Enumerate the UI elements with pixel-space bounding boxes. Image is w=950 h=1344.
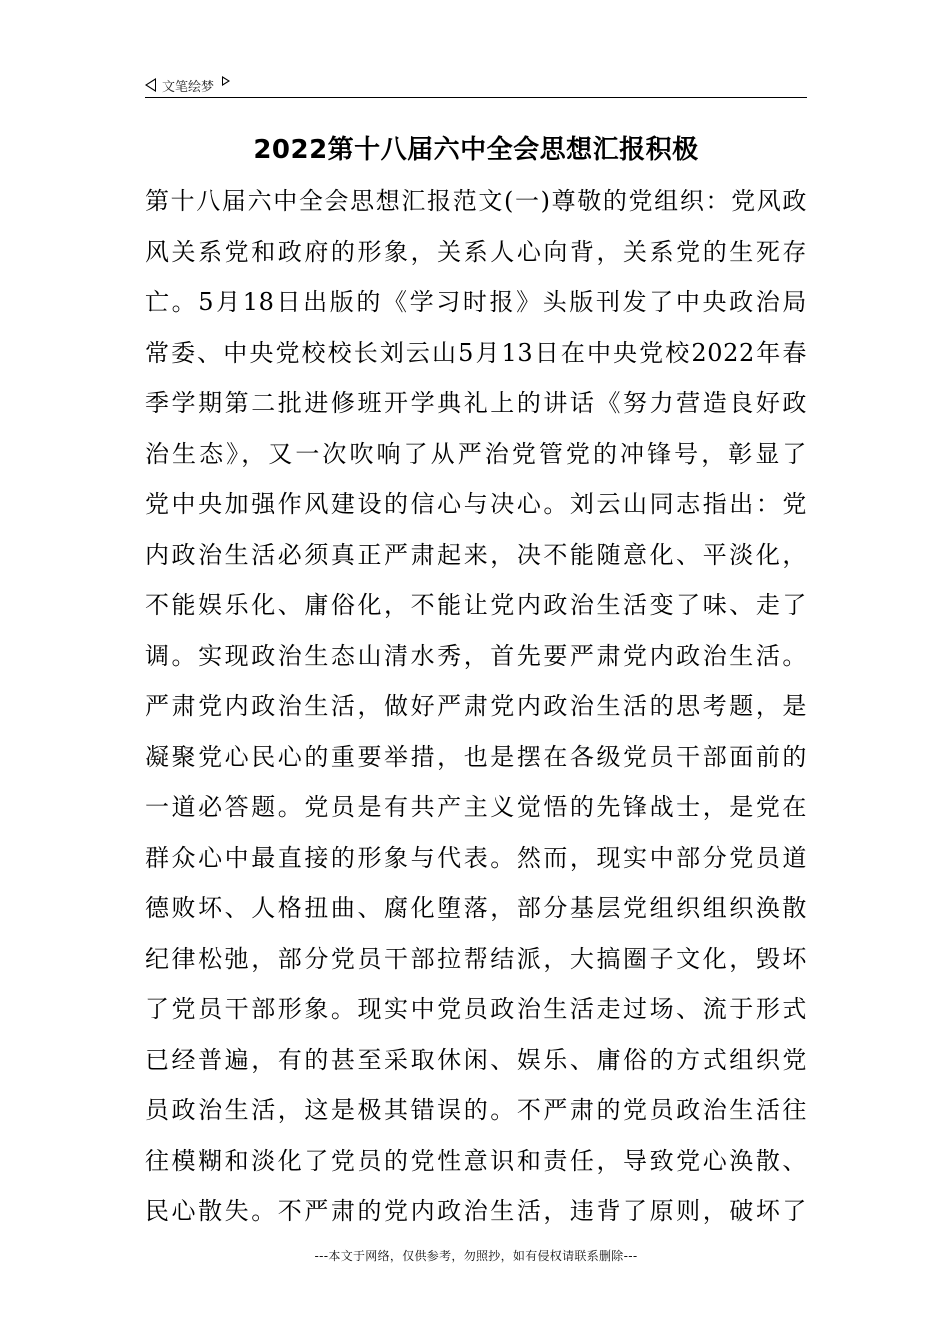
body-line: 内政治生活必须真正严肃起来，决不能随意化、平淡化， xyxy=(145,540,807,569)
document-title: 2022第十八届六中全会思想汇报积极 xyxy=(253,135,699,165)
body-line: 一道必答题。党员是有共产主义觉悟的先锋战士，是党在 xyxy=(145,793,807,821)
body-line: 调。实现政治生态山清水秀，首先要严肃党内政治生活。 xyxy=(145,641,807,670)
right-triangle-icon xyxy=(222,76,230,86)
body-line: 亡。5月18日出版的《学习时报》头版刊发了中央政治局 xyxy=(145,288,807,316)
body-line: 严肃党内政治生活，做好严肃党内政治生活的思考题，是 xyxy=(145,692,807,720)
body-line: 凝聚党心民心的重要举措，也是摆在各级党员干部面前的 xyxy=(145,742,807,771)
body-line: 群众心中最直接的形象与代表。然而，现实中部分党员道 xyxy=(145,843,807,872)
body-line: 党中央加强作风建设的信心与决心。刘云山同志指出：党 xyxy=(145,490,807,518)
body-line: 治生态》，又一次吹响了从严治党管党的冲锋号，彰显了 xyxy=(145,439,807,468)
body-line: 员政治生活，这是极其错误的。不严肃的党员政治生活往 xyxy=(145,1096,807,1124)
footer-disclaimer: ---本文于网络，仅供参考，勿照抄，如有侵权请联系删除--- xyxy=(314,1249,638,1263)
header-divider xyxy=(145,97,807,98)
document-body xyxy=(145,176,807,1237)
page-header xyxy=(145,74,807,96)
body-line: 纪律松弛，部分党员干部拉帮结派，大搞圈子文化，毁坏 xyxy=(145,944,807,973)
body-line: 第十八届六中全会思想汇报范文(一)尊敬的党组织：党风政 xyxy=(145,187,807,215)
body-line: 德败坏、人格扭曲、腐化堕落，部分基层党组织组织涣散 xyxy=(145,894,807,922)
body-line: 已经普遍，有的甚至采取休闲、娱乐、庸俗的方式组织党 xyxy=(145,1045,807,1074)
body-line: 不能娱乐化、庸俗化，不能让党内政治生活变了味、走了 xyxy=(145,591,807,619)
body-line: 了党员干部形象。现实中党员政治生活走过场、流于形式 xyxy=(145,995,807,1023)
body-line: 民心散失。不严肃的党内政治生活，违背了原则，破坏了 xyxy=(145,1197,807,1225)
body-line: 季学期第二批进修班开学典礼上的讲话《努力营造良好政 xyxy=(145,389,807,417)
body-line: 常委、中央党校校长刘云山5月13日在中央党校2022年春 xyxy=(145,338,807,367)
body-line: 风关系党和政府的形象，关系人心向背，关系党的生死存 xyxy=(145,237,807,266)
header-brand: 文笔绘梦 xyxy=(162,79,215,95)
left-triangle-icon xyxy=(145,78,156,92)
body-line: 往模糊和淡化了党员的党性意识和责任，导致党心涣散、 xyxy=(145,1146,807,1175)
